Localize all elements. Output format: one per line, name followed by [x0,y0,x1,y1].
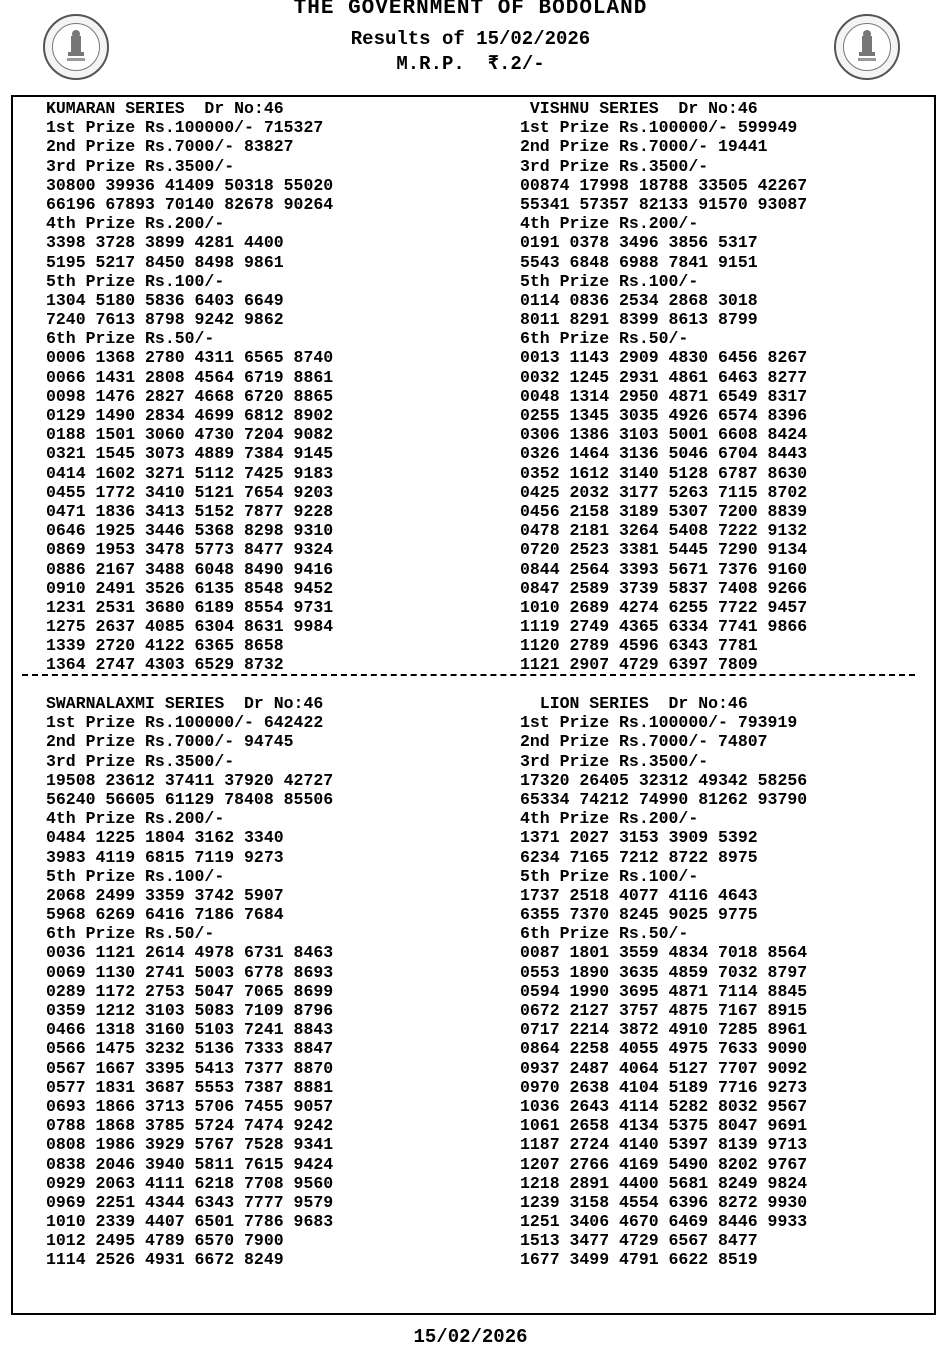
prize-heading: 3rd Prize Rs.3500/- [520,156,709,176]
winning-numbers-row: 0594 1990 3695 4871 7114 8845 [520,981,808,1001]
winning-numbers-row: 1231 2531 3680 6189 8554 9731 [46,597,334,617]
prize-heading: 5th Prize Rs.100/- [520,271,699,291]
winning-numbers-row: 1737 2518 4077 4116 4643 [520,885,758,905]
winning-numbers-row: 19508 23612 37411 37920 42727 [46,770,334,790]
winning-numbers-row: 0869 1953 3478 5773 8477 9324 [46,540,334,560]
winning-numbers-row: 0717 2214 3872 4910 7285 8961 [520,1020,808,1040]
winning-numbers-row: 6355 7370 8245 9025 9775 [520,905,758,925]
winning-numbers-row: 0006 1368 2780 4311 6565 8740 [46,348,334,368]
winning-numbers-row: 0359 1212 3103 5083 7109 8796 [46,1001,334,1020]
winning-numbers-row: 0414 1602 3271 5112 7425 9183 [46,463,334,483]
winning-numbers-row: 30800 39936 41409 50318 55020 [46,175,334,195]
prize-heading: 2nd Prize Rs.7000/- 74807 [520,732,768,752]
winning-numbers-row: 0188 1501 3060 4730 7204 9082 [46,425,334,445]
winning-numbers-row: 1275 2637 4085 6304 8631 9984 [46,617,334,637]
vishnu-series-results [520,99,807,675]
winning-numbers-row: 0886 2167 3488 6048 8490 9416 [46,559,334,579]
winning-numbers-row: 17320 26405 32312 49342 58256 [520,770,808,790]
seal-icon [834,14,900,80]
series-title: LION SERIES Dr No:46 [520,694,748,713]
prize-heading: 5th Prize Rs.100/- [46,866,225,886]
winning-numbers-row: 5543 6848 6988 7841 9151 [520,252,758,272]
prize-heading: 2nd Prize Rs.7000/- 94745 [46,732,294,752]
winning-numbers-row: 1121 2907 4729 6397 7809 [520,655,758,675]
winning-numbers-row: 1371 2027 3153 3909 5392 [520,828,758,848]
winning-numbers-row: 0013 1143 2909 4830 6456 8267 [520,348,808,368]
mrp-line: M.R.P. ₹.2/- [396,53,545,75]
prize-heading: 3rd Prize Rs.3500/- [46,156,235,176]
winning-numbers-row: 0970 2638 4104 5189 7716 9273 [520,1077,808,1097]
results-date-line: Results of 15/02/2026 [350,28,591,50]
winning-numbers-row: 0255 1345 3035 4926 6574 8396 [520,406,808,425]
winning-numbers-row: 0808 1986 3929 5767 7528 9341 [46,1135,334,1155]
winning-numbers-row: 0720 2523 3381 5445 7290 9134 [520,540,808,560]
kumaran-series-results [46,99,333,675]
winning-numbers-row: 1364 2747 4303 6529 8732 [46,655,284,675]
winning-numbers-row: 1677 3499 4791 6622 8519 [520,1250,758,1270]
winning-numbers-row: 0478 2181 3264 5408 7222 9132 [520,521,808,541]
winning-numbers-row: 3983 4119 6815 7119 9273 [46,847,284,867]
prize-heading: 5th Prize Rs.100/- [520,866,699,886]
prize-heading: 1st Prize Rs.100000/- 793919 [520,713,798,733]
winning-numbers-row: 0098 1476 2827 4668 6720 8865 [46,386,334,406]
winning-numbers-row: 0129 1490 2834 4699 6812 8902 [46,406,334,425]
winning-numbers-row: 3398 3728 3899 4281 4400 [46,233,284,253]
series-title: KUMARAN SERIES Dr No:46 [46,99,284,118]
prize-heading: 4th Prize Rs.200/- [520,809,699,829]
winning-numbers-row: 0471 1836 3413 5152 7877 9228 [46,501,334,521]
winning-numbers-row: 1251 3406 4670 6469 8446 9933 [520,1212,808,1232]
winning-numbers-row: 66196 67893 70140 82678 90264 [46,194,334,214]
winning-numbers-row: 0969 2251 4344 6343 7777 9579 [46,1192,334,1212]
prize-heading: 3rd Prize Rs.3500/- [46,751,235,771]
winning-numbers-row: 1304 5180 5836 6403 6649 [46,290,284,310]
prize-heading: 6th Prize Rs.50/- [520,924,689,944]
swarnalaxmi-series-results [46,694,333,1270]
winning-numbers-row: 0321 1545 3073 4889 7384 9145 [46,444,334,464]
winning-numbers-row: 7240 7613 8798 9242 9862 [46,310,284,330]
winning-numbers-row: 1207 2766 4169 5490 8202 9767 [520,1154,808,1174]
winning-numbers-row: 0838 2046 3940 5811 7615 9424 [46,1154,334,1174]
section-divider [22,674,915,676]
prize-heading: 1st Prize Rs.100000/- 715327 [46,118,324,138]
winning-numbers-row: 0326 1464 3136 5046 6704 8443 [520,444,808,464]
winning-numbers-row: 0646 1925 3446 5368 8298 9310 [46,521,334,541]
winning-numbers-row: 0693 1866 3713 5706 7455 9057 [46,1096,334,1116]
winning-numbers-row: 1119 2749 4365 6334 7741 9866 [520,617,808,637]
winning-numbers-row: 1114 2526 4931 6672 8249 [46,1250,284,1270]
prize-heading: 6th Prize Rs.50/- [46,924,215,944]
winning-numbers-row: 0844 2564 3393 5671 7376 9160 [520,559,808,579]
winning-numbers-row: 0114 0836 2534 2868 3018 [520,290,758,310]
winning-numbers-row: 0456 2158 3189 5307 7200 8839 [520,501,808,521]
winning-numbers-row: 0577 1831 3687 5553 7387 8881 [46,1077,334,1097]
prize-heading: 1st Prize Rs.100000/- 599949 [520,118,798,138]
winning-numbers-row: 0048 1314 2950 4871 6549 8317 [520,386,808,406]
prize-heading: 2nd Prize Rs.7000/- 83827 [46,137,294,157]
winning-numbers-row: 1239 3158 4554 6396 8272 9930 [520,1192,808,1212]
winning-numbers-row: 55341 57357 82133 91570 93087 [520,194,808,214]
winning-numbers-row: 8011 8291 8399 8613 8799 [520,310,758,330]
winning-numbers-row: 1010 2689 4274 6255 7722 9457 [520,597,808,617]
winning-numbers-row: 0455 1772 3410 5121 7654 9203 [46,482,334,502]
winning-numbers-row: 0036 1121 2614 4978 6731 8463 [46,943,334,963]
lion-series-results [520,694,807,1270]
prize-heading: 4th Prize Rs.200/- [46,809,225,829]
prize-heading: 5th Prize Rs.100/- [46,271,225,291]
winning-numbers-row: 0069 1130 2741 5003 6778 8693 [46,962,334,982]
prize-heading: 3rd Prize Rs.3500/- [520,751,709,771]
prize-heading: 2nd Prize Rs.7000/- 19441 [520,137,768,157]
footer-date: 15/02/2026 [413,1326,528,1348]
government-title: THE GOVERNMENT OF BODOLAND [293,0,648,20]
prize-heading: 6th Prize Rs.50/- [46,329,215,349]
winning-numbers-row: 0484 1225 1804 3162 3340 [46,828,284,848]
prize-heading: 4th Prize Rs.200/- [46,214,225,234]
winning-numbers-row: 5195 5217 8450 8498 9861 [46,252,284,272]
winning-numbers-row: 0352 1612 3140 5128 6787 8630 [520,463,808,483]
winning-numbers-row: 0032 1245 2931 4861 6463 8277 [520,367,808,387]
winning-numbers-row: 0087 1801 3559 4834 7018 8564 [520,943,808,963]
winning-numbers-row: 0864 2258 4055 4975 7633 9090 [520,1039,808,1059]
winning-numbers-row: 1218 2891 4400 5681 8249 9824 [520,1173,808,1193]
winning-numbers-row: 1120 2789 4596 6343 7781 [520,636,758,656]
winning-numbers-row: 2068 2499 3359 3742 5907 [46,885,284,905]
winning-numbers-row: 0566 1475 3232 5136 7333 8847 [46,1039,334,1059]
series-title: SWARNALAXMI SERIES Dr No:46 [46,694,324,713]
series-title: VISHNU SERIES Dr No:46 [520,99,758,118]
winning-numbers-row: 1010 2339 4407 6501 7786 9683 [46,1212,334,1232]
winning-numbers-row: 0289 1172 2753 5047 7065 8699 [46,981,334,1001]
winning-numbers-row: 00874 17998 18788 33505 42267 [520,175,808,195]
prize-heading: 6th Prize Rs.50/- [520,329,689,349]
winning-numbers-row: 0929 2063 4111 6218 7708 9560 [46,1173,334,1193]
prize-heading: 1st Prize Rs.100000/- 642422 [46,713,324,733]
winning-numbers-row: 0937 2487 4064 5127 7707 9092 [520,1058,808,1078]
winning-numbers-row: 0672 2127 3757 4875 7167 8915 [520,1001,808,1020]
winning-numbers-row: 0553 1890 3635 4859 7032 8797 [520,962,808,982]
winning-numbers-row: 1012 2495 4789 6570 7900 [46,1231,284,1251]
winning-numbers-row: 0191 0378 3496 3856 5317 [520,233,758,253]
winning-numbers-row: 0847 2589 3739 5837 7408 9266 [520,578,808,598]
winning-numbers-row: 5968 6269 6416 7186 7684 [46,905,284,925]
winning-numbers-row: 65334 74212 74990 81262 93790 [520,789,808,809]
winning-numbers-row: 0466 1318 3160 5103 7241 8843 [46,1020,334,1040]
prize-heading: 4th Prize Rs.200/- [520,214,699,234]
seal-icon [43,14,109,80]
winning-numbers-row: 1187 2724 4140 5397 8139 9713 [520,1135,808,1155]
winning-numbers-row: 6234 7165 7212 8722 8975 [520,847,758,867]
winning-numbers-row: 0066 1431 2808 4564 6719 8861 [46,367,334,387]
winning-numbers-row: 1339 2720 4122 6365 8658 [46,636,284,656]
winning-numbers-row: 56240 56605 61129 78408 85506 [46,789,334,809]
winning-numbers-row: 0910 2491 3526 6135 8548 9452 [46,578,334,598]
winning-numbers-row: 1061 2658 4134 5375 8047 9691 [520,1116,808,1136]
winning-numbers-row: 0306 1386 3103 5001 6608 8424 [520,425,808,445]
winning-numbers-row: 0788 1868 3785 5724 7474 9242 [46,1116,334,1136]
winning-numbers-row: 0425 2032 3177 5263 7115 8702 [520,482,808,502]
winning-numbers-row: 0567 1667 3395 5413 7377 8870 [46,1058,334,1078]
winning-numbers-row: 1513 3477 4729 6567 8477 [520,1231,758,1251]
winning-numbers-row: 1036 2643 4114 5282 8032 9567 [520,1096,808,1116]
